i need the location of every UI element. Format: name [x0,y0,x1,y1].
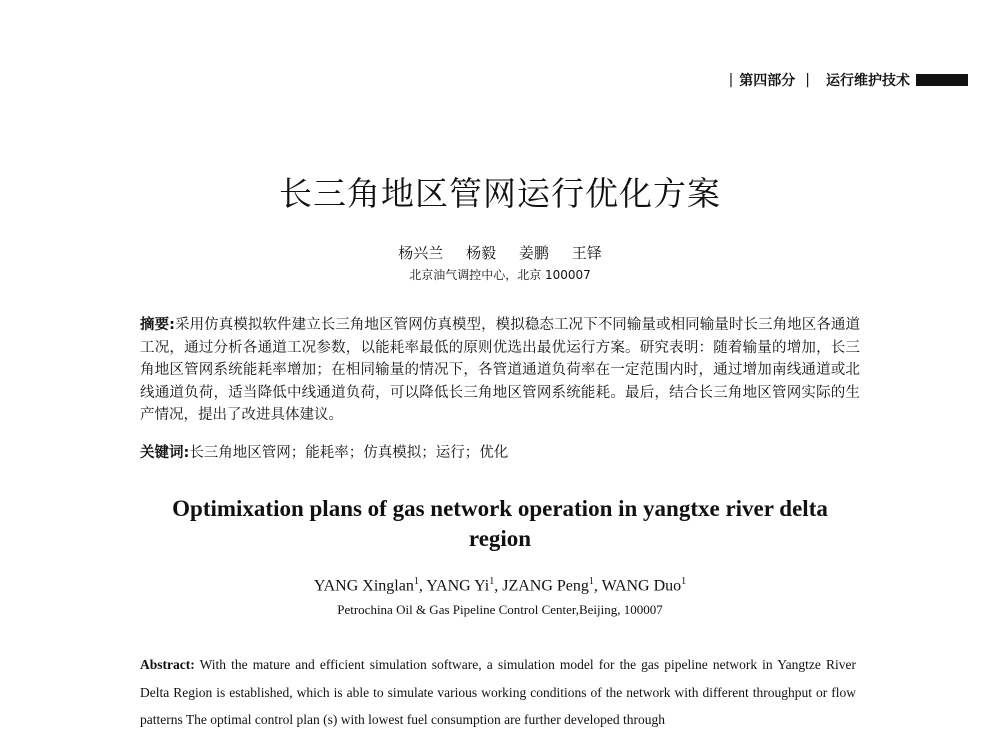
affiliation-en: Petrochina Oil & Gas Pipeline Control Center,Beijing, 100007 [337,602,663,617]
author-zh: 姜鹏 [518,244,549,262]
abstract-en [140,651,856,734]
section-header [723,70,968,90]
keywords-zh-label: 关键词: [140,445,190,461]
paper-title-en: Optimixation plans of gas network operation in yangtxe river delta region [172,496,828,551]
author-affil-mark: 1 [681,576,687,587]
author-en: YANG Yi [426,577,490,595]
divider: | [728,72,734,88]
header-bar-decoration [916,74,968,86]
author-en: WANG Duo [601,577,682,595]
abstract-zh-text: 采用仿真模拟软件建立长三角地区管网仿真模型，模拟稳态工况下不同输量或相同输量时长三角地区各通道工况，通过分析各通道工况参数，以能耗率最低的原则优选出最优运行方案。研究表明：随着输量的增加，长三角地区管网系统能耗率增加；在相同输量的情况下，各管道通道负荷率在一定范围内时，通过增加南线通道或北线通道负荷，适当降低中线通道负荷，可以降低长三角地区管网系统能耗。最后，结合长三角地区管网实际的生产情况，提出了改进具体建议。 [140,317,860,423]
abstract-zh [140,314,860,427]
keywords-zh-text: 长三角地区管网；能耗率；仿真模拟；运行；优化 [189,445,509,461]
abstract-en-label: Abstract: [140,657,195,672]
author-affil-mark: 1 [489,576,495,587]
author-zh: 杨兴兰 [398,244,444,262]
part-label: 第四部分 [739,73,796,89]
paper-title-zh: 长三角地区管网运行优化方案 [279,174,721,213]
author-en: JZANG Peng [502,577,589,595]
keywords-zh [140,441,860,462]
author-affil-mark: 1 [413,576,419,587]
author-zh: 杨毅 [466,244,497,262]
author-zh: 王铎 [571,244,602,262]
abstract-en-text: With the mature and efficient simulation software, a simulation model for the gas pipeline network in Yangtze River Delta Region is established, which is able to simulate various working conditions of the network with different throughput or flow patterns The optimal control plan (s) with lowest fuel consumption are further developed through [140,657,856,727]
author-affil-mark: 1 [588,576,594,587]
affiliation-zh: 北京油气调控中心，北京 100007 [409,268,591,282]
author-en: YANG Xinglan [313,577,414,595]
abstract-zh-label: 摘要: [140,317,175,333]
section-label: 运行维护技术 [826,73,910,89]
divider: | [805,72,810,88]
authors-zh [0,242,1000,263]
authors-en: YANG Xinglan$^1$, YANG Yi$^1$, JZANG Peng$^1$, WANG Duo$^1$ [313,576,687,595]
